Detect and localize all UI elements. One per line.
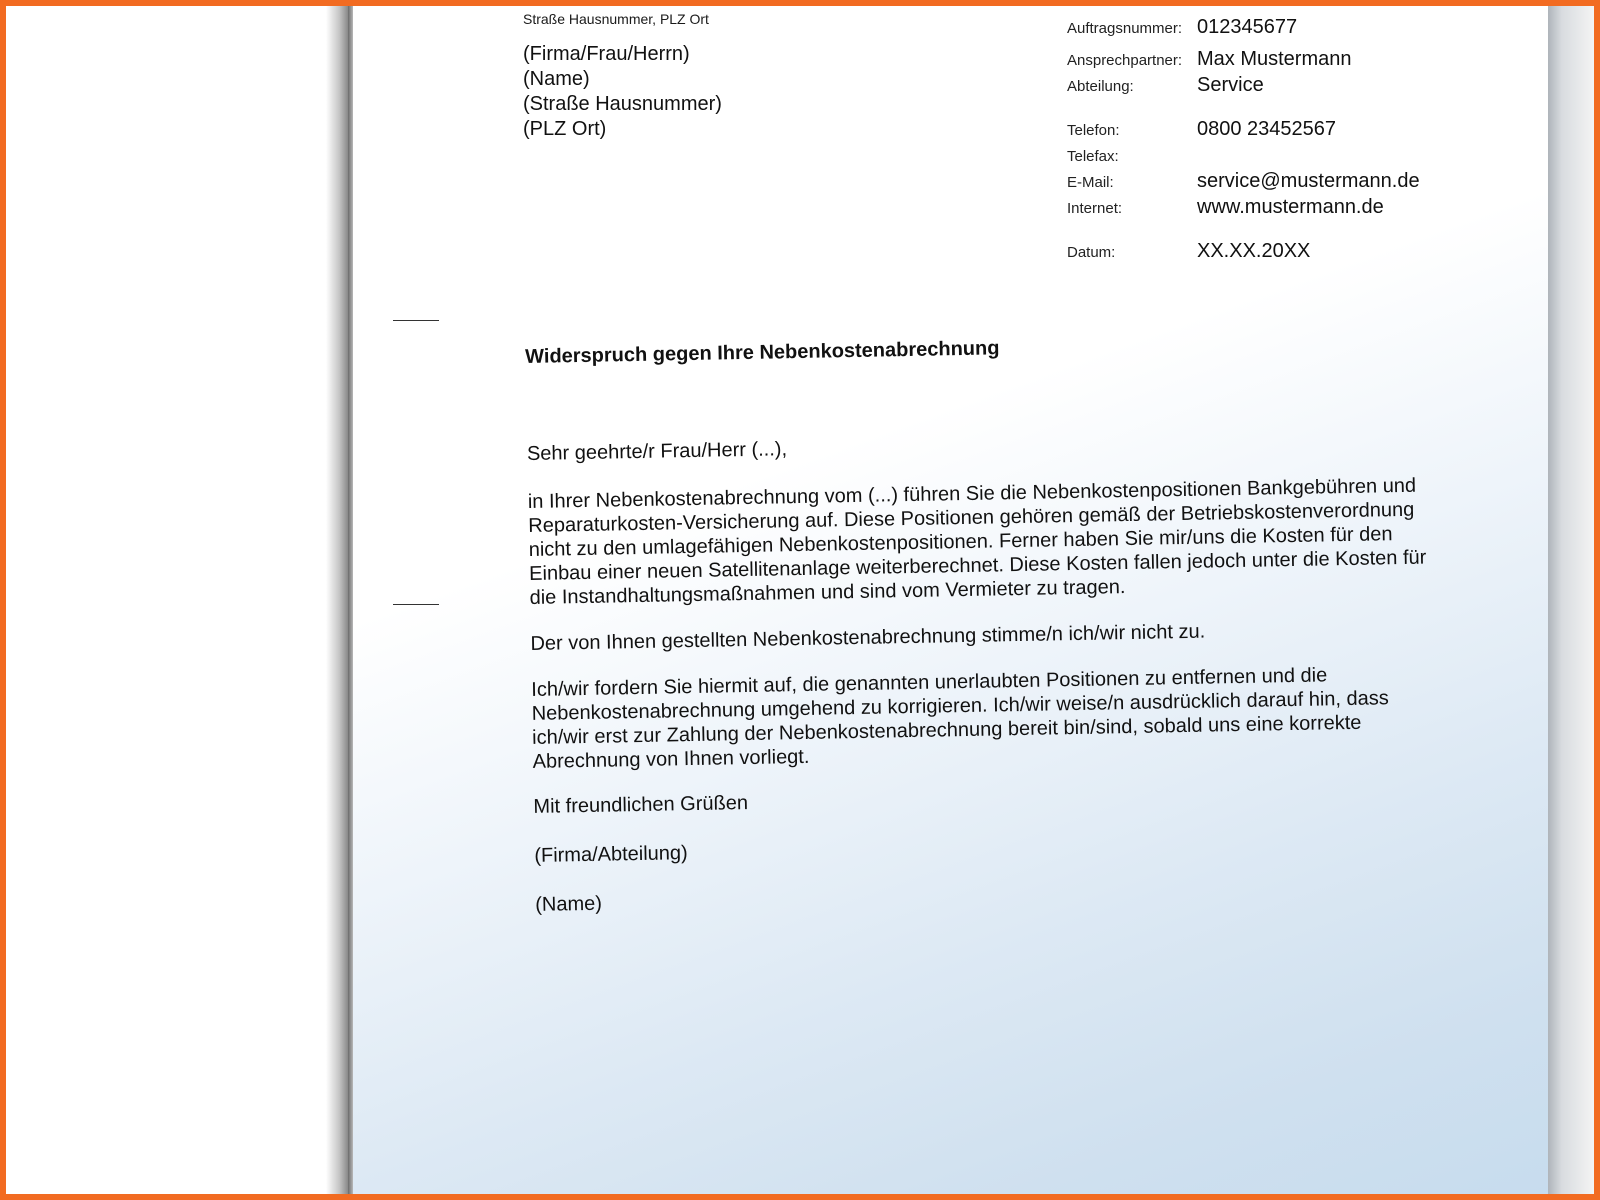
info-row-phone <box>1067 118 1527 144</box>
recipient-address <box>523 42 722 142</box>
department-value: Service <box>1197 74 1264 96</box>
letter-paragraph: Ich/wir fordern Sie hiermit auf, die genannten unerlaubten Positionen zu entfernen und die Nebenkostenabrechnung umgehend zu korrigieren. Ich/wir weise/n ausdrücklich darauf hin, dass ich/wir erst zur Zahlung der Nebenkostenabrechnung bereit bin/sind, sobald uns eine korrekte Abrechnung von Ihnen vorliegt. <box>531 664 1389 773</box>
date-label: Datum: <box>1067 244 1116 261</box>
signature-name: (Name) <box>535 892 603 916</box>
letter-body <box>525 330 1436 943</box>
background-left <box>6 6 341 1194</box>
letter-paragraph: in Ihrer Nebenkostenabrechnung vom (...) führen Sie die Nebenkostenpositionen Bankgebühren und Reparaturkosten-Versicherung auf. Diese Positionen gehören gemäß der Betriebskostenverordnung nicht zu den umlagefähigen Nebenkostenpositionen. Ferner haben Sie mir/uns die Kosten für den Einbau einer neuen Satellitenanlage weiterberechnet. Diese Kosten fallen jedoch unter die Kosten für die Instandhaltungsmaßnahmen und sind vom Vermieter zu tragen. <box>527 474 1427 609</box>
web-label: Internet: <box>1067 200 1123 217</box>
page-shadow <box>326 6 348 1194</box>
recipient-line: (Name) <box>523 68 590 90</box>
info-row-web <box>1067 196 1527 222</box>
phone-label: Telefon: <box>1067 122 1120 139</box>
order-number-label: Auftragsnummer: <box>1067 20 1183 37</box>
letter-paragraph: Der von Ihnen gestellten Nebenkostenabrechnung stimme/n ich/wir nicht zu. <box>530 620 1206 655</box>
fax-label: Telefax: <box>1067 148 1119 165</box>
letter-salutation: Sehr geehrte/r Frau/Herr (...), <box>526 438 788 465</box>
info-row-contact <box>1067 48 1527 74</box>
fold-mark <box>393 320 439 321</box>
info-row-fax <box>1067 144 1527 170</box>
recipient-line: (PLZ Ort) <box>523 118 607 140</box>
department-label: Abteilung: <box>1067 78 1134 95</box>
info-row-department <box>1067 74 1527 100</box>
order-number-value: 012345677 <box>1197 16 1298 38</box>
punch-mark <box>393 604 439 605</box>
contact-value: Max Mustermann <box>1197 48 1352 70</box>
web-value: www.mustermann.de <box>1197 196 1384 218</box>
recipient-line: (Firma/Frau/Herrn) <box>523 43 690 65</box>
letter-closing: Mit freundlichen Grüßen <box>533 791 749 818</box>
info-row-date <box>1067 240 1527 266</box>
date-value: XX.XX.20XX <box>1197 240 1311 262</box>
letter-subject: Widerspruch gegen Ihre Nebenkostenabrechnung <box>525 337 1000 368</box>
contact-label: Ansprechpartner: <box>1067 52 1183 69</box>
email-label: E-Mail: <box>1067 174 1114 191</box>
recipient-line: (Straße Hausnummer) <box>523 93 722 115</box>
info-row-email <box>1067 170 1527 196</box>
page-right-shadow <box>1548 6 1594 1194</box>
info-row-order <box>1067 16 1527 42</box>
letter-page <box>353 6 1548 1194</box>
signature-company: (Firma/Abteilung) <box>534 842 688 867</box>
sender-return-address: Straße Hausnummer, PLZ Ort <box>523 11 709 27</box>
email-value: service@mustermann.de <box>1197 170 1420 192</box>
phone-value: 0800 23452567 <box>1197 118 1337 140</box>
